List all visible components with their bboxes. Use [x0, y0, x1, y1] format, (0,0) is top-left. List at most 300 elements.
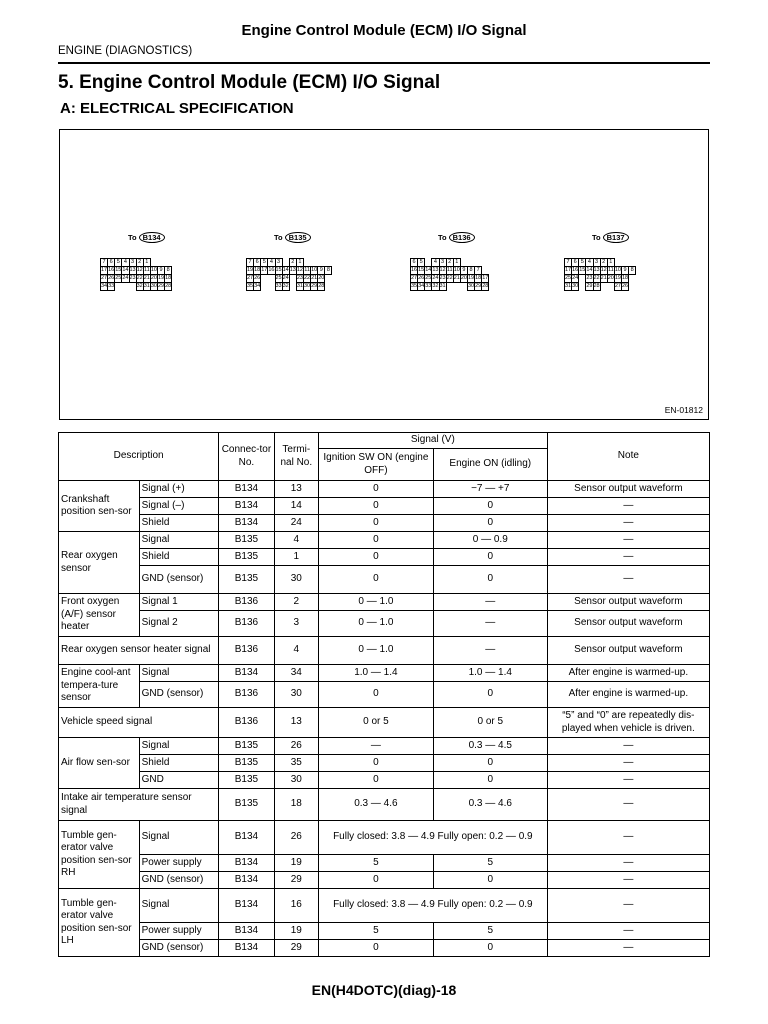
engine-on-cell: —	[433, 637, 547, 665]
pin-cell: 19	[158, 275, 165, 281]
engine-on-cell: 0	[433, 755, 547, 772]
connector-label	[438, 232, 475, 243]
terminal-cell: 19	[274, 855, 318, 872]
connector-cell: B134	[219, 498, 274, 515]
pin-cell: 16	[572, 267, 579, 273]
table-row	[59, 923, 710, 940]
group-description-cell: Rear oxygen sensor	[59, 532, 140, 594]
pin-cell: 16	[411, 267, 418, 273]
pin-cell: 26	[622, 283, 629, 289]
table-row	[59, 515, 710, 532]
engine-on-cell: 0.3 — 4.6	[433, 789, 547, 821]
pin-cell: 19	[468, 275, 475, 281]
pin-cell: 23	[129, 275, 136, 281]
note-cell: —	[547, 755, 709, 772]
pin-cell: 20	[150, 275, 157, 281]
terminal-cell: 4	[274, 637, 318, 665]
description-cell: Rear oxygen sensor heater signal	[59, 637, 219, 665]
ignition-on-cell: 0	[318, 549, 433, 566]
engine-on-cell: 0.3 — 4.5	[433, 738, 547, 755]
description-cell: Vehicle speed signal	[59, 708, 219, 738]
pin-row	[101, 283, 172, 291]
pin-cell: 13	[432, 267, 439, 273]
engine-on-cell: 0	[433, 549, 547, 566]
pin-cell	[122, 283, 129, 291]
pin-cell: 2	[289, 259, 296, 267]
pin-cell	[304, 259, 311, 267]
header-description: Description	[59, 433, 219, 481]
table-row	[59, 532, 710, 549]
connector-name: B137	[603, 232, 629, 243]
table-row	[59, 611, 710, 637]
pin-cell: 19	[247, 267, 254, 273]
table-row	[59, 872, 710, 889]
pin-cell: 31	[296, 283, 303, 289]
pin-cell: 17	[101, 267, 108, 273]
pin-cell: 21	[311, 275, 318, 281]
sub-description-cell: Signal	[139, 738, 219, 755]
pin-cell: 18	[622, 275, 629, 281]
note-cell: Sensor output waveform	[547, 594, 709, 611]
pin-cell: 28	[318, 283, 325, 289]
note-cell: Sensor output waveform	[547, 611, 709, 637]
engine-on-cell: 0	[433, 566, 547, 594]
running-title: Engine Control Module (ECM) I/O Signal	[241, 22, 527, 39]
table-row	[59, 566, 710, 594]
pin-cell: 6	[411, 259, 418, 267]
pin-cell	[579, 283, 586, 291]
pin-cell: 9	[318, 267, 325, 275]
connector-cell: B135	[219, 789, 274, 821]
ignition-on-cell: 0 — 1.0	[318, 594, 433, 611]
table-body	[59, 481, 710, 957]
engine-on-cell: —	[433, 611, 547, 637]
pin-cell: 12	[600, 267, 607, 273]
note-cell: —	[547, 549, 709, 566]
engine-on-cell: 0	[433, 872, 547, 889]
pin-cell: 34	[254, 283, 261, 289]
group-description-cell: Tumble gen-erator valve position sen-sor LH	[59, 889, 140, 957]
pin-cell: 4	[268, 259, 275, 267]
table-row	[59, 738, 710, 755]
ignition-on-cell: 0	[318, 515, 433, 532]
pin-cell	[289, 275, 296, 283]
pin-cell: 23	[439, 275, 446, 281]
ignition-on-cell: 0	[318, 682, 433, 708]
engine-on-cell: 1.0 — 1.4	[433, 665, 547, 682]
connector-pin-grid	[410, 258, 489, 291]
pin-cell: 10	[150, 267, 157, 273]
pin-cell: 27	[247, 275, 254, 281]
pin-cell: 33	[108, 283, 115, 289]
note-cell: —	[547, 789, 709, 821]
ignition-on-cell: 1.0 — 1.4	[318, 665, 433, 682]
connector-cell: B135	[219, 772, 274, 789]
terminal-cell: 4	[274, 532, 318, 549]
pin-cell	[425, 259, 432, 267]
pin-cell: 12	[136, 267, 143, 273]
connector-cell: B135	[219, 566, 274, 594]
pin-row	[565, 275, 636, 283]
pin-cell: 32	[136, 283, 143, 289]
header-ignition-on: Ignition SW ON (engine OFF)	[318, 449, 433, 481]
note-cell: —	[547, 923, 709, 940]
pin-row	[411, 283, 489, 291]
group-description-cell: Air flow sen-sor	[59, 738, 140, 789]
engine-on-cell: 0 — 0.9	[433, 532, 547, 549]
pin-cell: 21	[600, 275, 607, 281]
pin-cell: 31	[439, 283, 446, 289]
pin-cell	[289, 283, 296, 291]
pin-cell: 5	[579, 259, 586, 267]
ignition-on-cell: —	[318, 738, 433, 755]
pin-cell: 15	[418, 267, 425, 273]
connector-name: B136	[449, 232, 475, 243]
pin-cell: 22	[593, 275, 600, 281]
terminal-cell: 26	[274, 821, 318, 855]
pin-cell: 8	[468, 267, 475, 275]
pin-cell: 1	[453, 259, 460, 267]
engine-on-cell: 0 or 5	[433, 708, 547, 738]
pin-cell: 7	[475, 267, 482, 275]
pin-cell: 6	[254, 259, 261, 267]
pin-row	[247, 267, 332, 275]
table-row	[59, 855, 710, 872]
pin-cell: 10	[453, 267, 460, 273]
pin-row	[565, 267, 636, 275]
pin-cell	[129, 283, 136, 291]
pin-cell: 30	[304, 283, 311, 289]
pin-cell: 20	[460, 275, 467, 281]
note-cell: Sensor output waveform	[547, 481, 709, 498]
connector-cell: B135	[219, 755, 274, 772]
sub-description-cell: Signal (–)	[139, 498, 219, 515]
pin-cell: 18	[475, 275, 482, 281]
table-row	[59, 821, 710, 855]
note-cell: —	[547, 821, 709, 855]
ignition-on-cell: 0.3 — 4.6	[318, 789, 433, 821]
connector-to-text: To	[274, 233, 283, 242]
sub-description-cell: GND	[139, 772, 219, 789]
pin-cell: 9	[460, 267, 467, 275]
ignition-on-cell: 0	[318, 940, 433, 957]
pin-cell: 14	[586, 267, 593, 273]
group-description-cell: Tumble gen-erator valve position sen-sor RH	[59, 821, 140, 889]
pin-cell: 6	[108, 259, 115, 267]
pin-cell: 35	[247, 283, 254, 289]
pin-cell: 24	[282, 275, 289, 281]
pin-cell: 33	[425, 283, 432, 289]
pin-cell	[600, 283, 607, 291]
connector-cell: B136	[219, 682, 274, 708]
pin-row	[247, 283, 332, 291]
ignition-on-cell: 0 or 5	[318, 708, 433, 738]
pin-cell: 7	[565, 259, 572, 267]
terminal-cell: 30	[274, 772, 318, 789]
note-cell: —	[547, 738, 709, 755]
pin-cell: 16	[268, 267, 275, 273]
note-cell: Sensor output waveform	[547, 637, 709, 665]
sub-description-cell: GND (sensor)	[139, 940, 219, 957]
sub-description-cell: Signal (+)	[139, 481, 219, 498]
engine-on-cell: 5	[433, 923, 547, 940]
sub-description-cell: Signal 2	[139, 611, 219, 637]
engine-on-cell: −7 — +7	[433, 481, 547, 498]
engine-on-cell: 0	[433, 682, 547, 708]
note-cell: After engine is warmed-up.	[547, 665, 709, 682]
connector-to-text: To	[438, 233, 447, 242]
pin-cell: 1	[296, 259, 303, 267]
pin-cell: 29	[586, 283, 593, 289]
pin-cell: 10	[614, 267, 621, 273]
ignition-on-cell: 0	[318, 532, 433, 549]
pin-cell: 12	[439, 267, 446, 273]
connector-pin-grid	[564, 258, 636, 291]
header-signal: Signal (V)	[318, 433, 547, 449]
pin-cell: 17	[565, 267, 572, 273]
ignition-on-cell: 0 — 1.0	[318, 637, 433, 665]
pin-cell: 17	[482, 275, 489, 281]
connector-cell: B135	[219, 549, 274, 566]
ignition-on-cell: 5	[318, 923, 433, 940]
pin-cell: 11	[304, 267, 310, 273]
pin-cell: 1	[607, 259, 614, 267]
pin-cell: 15	[579, 267, 586, 273]
header-note: Note	[547, 433, 709, 481]
pin-cell: 2	[136, 259, 143, 267]
pin-cell	[268, 283, 275, 291]
pin-cell	[607, 283, 614, 291]
pin-row	[247, 275, 332, 283]
pin-cell: 4	[432, 259, 439, 267]
sub-description-cell: Shield	[139, 515, 219, 532]
connector-cell: B136	[219, 708, 274, 738]
connector-cell: B136	[219, 594, 274, 611]
pin-cell: 23	[586, 275, 593, 281]
section-subheading: A: ELECTRICAL SPECIFICATION	[60, 100, 294, 117]
pin-cell: 31	[565, 283, 572, 289]
connector-cell: B134	[219, 855, 274, 872]
pin-cell: 28	[482, 283, 489, 289]
pin-cell: 3	[129, 259, 136, 267]
connector-label	[592, 232, 629, 243]
ignition-on-cell: 0	[318, 566, 433, 594]
table-row	[59, 594, 710, 611]
pin-cell: 15	[115, 267, 122, 273]
page-heading: 5. Engine Control Module (ECM) I/O Signal	[58, 72, 441, 93]
pin-cell: 27	[614, 283, 621, 289]
pin-cell: 8	[326, 267, 330, 273]
terminal-cell: 30	[274, 566, 318, 594]
pin-cell: 4	[122, 259, 129, 267]
connector-cell: B134	[219, 665, 274, 682]
terminal-cell: 29	[274, 872, 318, 889]
pin-cell: 11	[607, 267, 614, 273]
note-cell: —	[547, 498, 709, 515]
connector-cell: B136	[219, 637, 274, 665]
pin-cell: 16	[108, 267, 115, 273]
group-description-cell: Engine cool-ant tempera-ture sensor	[59, 665, 140, 708]
pin-cell: 21	[143, 275, 150, 281]
pin-cell	[115, 283, 122, 291]
pin-cell: 18	[254, 267, 261, 273]
table-row	[59, 498, 710, 515]
pin-cell: 24	[122, 275, 129, 281]
pin-cell	[311, 259, 318, 267]
pin-cell: 4	[586, 259, 593, 267]
ignition-on-cell: 0	[318, 498, 433, 515]
pin-cell: 9	[622, 267, 629, 275]
terminal-cell: 19	[274, 923, 318, 940]
note-cell: —	[547, 872, 709, 889]
terminal-cell: 18	[274, 789, 318, 821]
pin-row	[101, 259, 172, 267]
pin-cell: 25	[565, 275, 572, 281]
pin-cell	[282, 259, 289, 267]
connector-name: B134	[139, 232, 165, 243]
terminal-cell: 13	[274, 481, 318, 498]
terminal-cell: 29	[274, 940, 318, 957]
table-row	[59, 755, 710, 772]
pin-cell: 30	[572, 283, 579, 289]
engine-on-cell: 5	[433, 855, 547, 872]
terminal-cell: 13	[274, 708, 318, 738]
connector-pin-grid	[246, 258, 332, 291]
pin-cell: 1	[143, 259, 150, 267]
connector-cell: B134	[219, 923, 274, 940]
pin-cell	[261, 283, 268, 291]
pin-cell: 21	[453, 275, 460, 281]
pin-row	[101, 267, 172, 275]
terminal-cell: 3	[274, 611, 318, 637]
pin-cell: 34	[418, 283, 425, 289]
pin-cell: 22	[136, 275, 143, 281]
pin-cell: 25	[275, 275, 282, 281]
pin-cell: 7	[101, 259, 108, 267]
pin-cell: 5	[418, 259, 425, 267]
sub-description-cell: GND (sensor)	[139, 566, 219, 594]
pin-row	[565, 283, 636, 291]
connector-to-text: To	[592, 233, 601, 242]
connector-cell: B135	[219, 532, 274, 549]
sub-description-cell: Signal	[139, 665, 219, 682]
connector-cell: B134	[219, 821, 274, 855]
terminal-cell: 2	[274, 594, 318, 611]
connector-label	[128, 232, 165, 243]
pin-cell: 11	[143, 267, 150, 273]
note-cell: —	[547, 855, 709, 872]
terminal-cell: 14	[274, 498, 318, 515]
terminal-cell: 1	[274, 549, 318, 566]
pin-cell: 13	[593, 267, 600, 273]
pin-row	[565, 259, 636, 267]
pin-cell: 25	[425, 275, 432, 281]
signal-range-cell: Fully closed: 3.8 — 4.9 Fully open: 0.2 — 0.9	[318, 821, 547, 855]
pin-cell	[579, 275, 586, 283]
pin-cell: 26	[108, 275, 115, 281]
connector-cell: B134	[219, 515, 274, 532]
terminal-cell: 30	[274, 682, 318, 708]
pin-cell: 17	[261, 267, 268, 273]
connector-cell: B134	[219, 481, 274, 498]
pin-cell: 24	[432, 275, 439, 281]
header-engine-on: Engine ON (idling)	[433, 449, 547, 481]
note-cell: After engine is warmed-up.	[547, 682, 709, 708]
pin-cell: 2	[446, 259, 453, 267]
description-cell: Intake air temperature sensor signal	[59, 789, 219, 821]
connector-cell: B134	[219, 940, 274, 957]
section-label: ENGINE (DIAGNOSTICS)	[58, 45, 193, 57]
terminal-cell: 26	[274, 738, 318, 755]
sub-description-cell: Power supply	[139, 923, 219, 940]
table-row	[59, 940, 710, 957]
pin-cell: 34	[101, 283, 108, 289]
ignition-on-cell: 0	[318, 772, 433, 789]
connector-name: B135	[285, 232, 311, 243]
pin-cell: 33	[275, 283, 282, 289]
pin-row	[411, 259, 489, 267]
pin-row	[101, 275, 172, 283]
pin-cell: 14	[282, 267, 289, 273]
note-cell: —	[547, 566, 709, 594]
pin-cell: 30	[468, 283, 475, 289]
pin-cell: 3	[593, 259, 600, 267]
connector-label	[274, 232, 311, 243]
sub-description-cell: Signal 1	[139, 594, 219, 611]
note-cell: —	[547, 889, 709, 923]
connector-to-text: To	[128, 233, 137, 242]
pin-cell: 27	[101, 275, 108, 281]
connector-cell: B134	[219, 872, 274, 889]
connector-cell: B135	[219, 738, 274, 755]
pin-row	[411, 267, 489, 275]
engine-on-cell: 0	[433, 940, 547, 957]
pin-cell: 5	[115, 259, 122, 267]
pin-cell: 5	[261, 259, 268, 267]
note-cell: —	[547, 515, 709, 532]
engine-on-cell: —	[433, 594, 547, 611]
group-description-cell: Front oxygen (A/F) sensor heater	[59, 594, 140, 637]
terminal-cell: 16	[274, 889, 318, 923]
group-description-cell: Crankshaft position sen-sor	[59, 481, 140, 532]
pin-cell: 22	[304, 275, 311, 281]
table-row	[59, 682, 710, 708]
pin-cell: 31	[143, 283, 150, 289]
pin-cell: 32	[282, 283, 289, 289]
terminal-cell: 35	[274, 755, 318, 772]
pin-cell: 19	[614, 275, 621, 281]
pin-cell	[460, 283, 467, 291]
sub-description-cell: Signal	[139, 821, 219, 855]
pin-cell: 32	[432, 283, 439, 289]
sub-description-cell: Shield	[139, 549, 219, 566]
pin-cell	[268, 275, 275, 283]
figure-code: EN-01812	[664, 405, 703, 415]
table-row	[59, 665, 710, 682]
pin-cell: 29	[158, 283, 165, 289]
pin-cell: 23	[296, 275, 303, 281]
pin-cell: 35	[411, 283, 418, 289]
header-terminal: Termi-nal No.	[274, 433, 318, 481]
header-connector: Connec-tor No.	[219, 433, 274, 481]
pin-cell: 20	[607, 275, 614, 281]
terminal-cell: 24	[274, 515, 318, 532]
pin-cell: 28	[593, 283, 600, 289]
note-cell: —	[547, 940, 709, 957]
engine-on-cell: 0	[433, 772, 547, 789]
table-row	[59, 708, 710, 738]
pin-cell	[446, 283, 453, 291]
